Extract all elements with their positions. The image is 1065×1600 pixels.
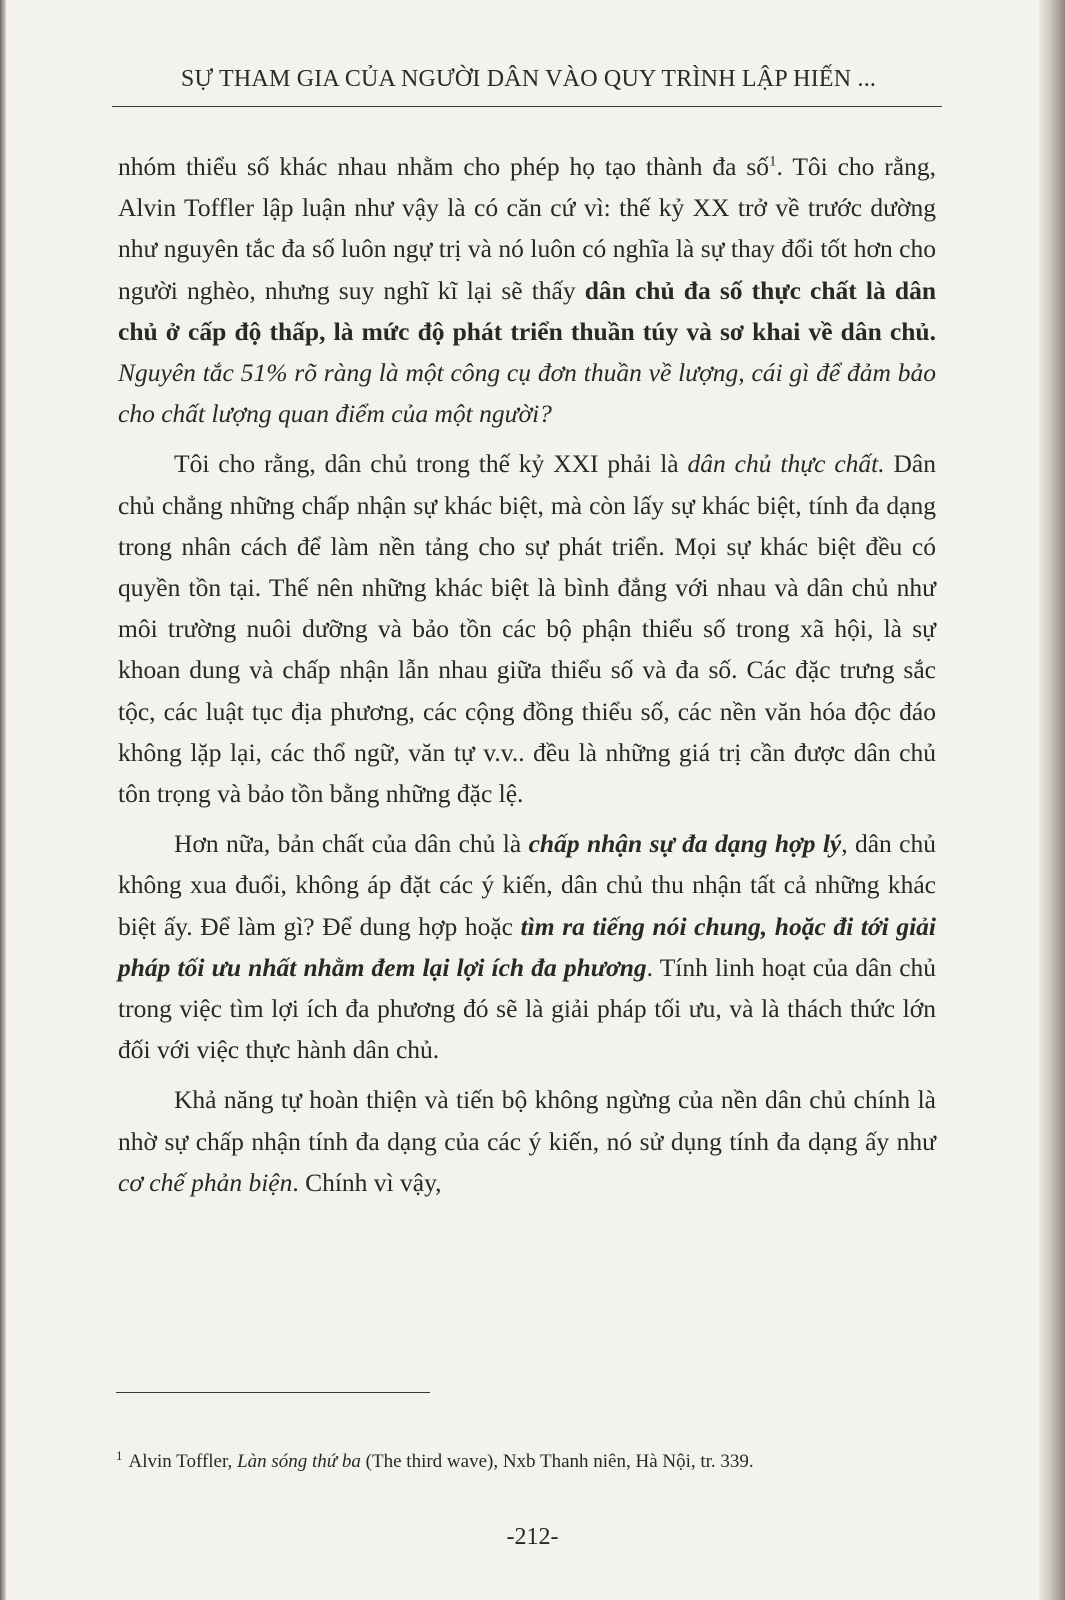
footnote	[116, 1447, 936, 1474]
italic-text: Nguyên tắc 51% rõ ràng là một công cụ đơn thuần về lượng, cái gì để đảm bảo cho chất lượng quan điểm của một người?	[118, 358, 936, 429]
footnote-details: (The third wave), Nxb Thanh niên, Hà Nội, tr. 339.	[365, 1451, 754, 1472]
footnote-marker: 1	[116, 1447, 123, 1463]
page-number: -212-	[506, 1524, 559, 1550]
text-run: Tôi cho rằng, dân chủ trong thế kỷ XXI phải là	[174, 449, 688, 479]
running-header: SỰ THAM GIA CỦA NGƯỜI DÂN VÀO QUY TRÌNH LẬP HIẾN ...	[180, 66, 877, 92]
bold-italic-text: chấp nhận sự đa dạng hợp lý	[528, 829, 842, 859]
text-run: Hơn nữa, bản chất của dân chủ là	[174, 829, 529, 859]
text-run: . Chính vì vậy,	[292, 1167, 442, 1197]
header-rule	[112, 106, 942, 107]
paragraph	[118, 823, 936, 1070]
bold-italic-text: tìm ra tiếng nói chung, hoặc đi tới giải pháp tối ưu nhất nhằm đem lại lợi ích đa phương	[118, 911, 936, 982]
footnote-book-title: Làn sóng thứ ba	[237, 1451, 361, 1472]
paragraph	[118, 443, 936, 814]
text-run: . Tôi cho rằng, Alvin Toffler lập luận như vậy là có căn cứ vì: thế kỷ XX trở về trước dường như nguyên tắc đa số luôn ngự trị và nó luôn có nghĩa là sự thay đổi tốt hơn cho người nghèo, nhưng suy nghĩ kĩ lại sẽ thấy	[118, 152, 936, 305]
footnote-author: Alvin Toffler,	[128, 1451, 233, 1472]
footnote-reference: 1	[769, 153, 777, 170]
footnote-separator	[116, 1392, 430, 1393]
bold-text: dân chủ đa số thực chất là dân chủ ở cấp độ thấp, là mức độ phát triển thuần túy và sơ khai về dân chủ.	[118, 275, 936, 346]
paragraph	[118, 1079, 936, 1203]
text-run: , dân chủ không xua đuổi, không áp đặt các ý kiến, dân chủ thu nhận tất cả những khác biệt ấy. Để làm gì? Để dung hợp hoặc	[118, 829, 936, 941]
scan-shadow-right	[1039, 0, 1065, 1600]
italic-text: cơ chế phản biện	[118, 1167, 293, 1197]
italic-text: dân chủ thực chất.	[687, 449, 885, 479]
scan-shadow-left	[0, 0, 6, 1600]
text-run: Khả năng tự hoàn thiện và tiến bộ không ngừng của nền dân chủ chính là nhờ sự chấp nhận tính đa dạng của các ý kiến, nó sử dụng tính đa dạng ấy như	[118, 1085, 936, 1156]
text-run: nhóm thiểu số khác nhau nhằm cho phép họ tạo thành đa số	[118, 152, 770, 181]
paragraph	[118, 146, 936, 434]
body-text	[118, 146, 936, 1203]
text-run: Dân chủ chẳng những chấp nhận sự khác biệt, mà còn lấy sự khác biệt, tính đa dạng trong nhân cách để làm nền tảng cho sự phát triển. Mọi sự khác biệt đều có quyền tồn tại. Thế nên những khác biệt là bình đẳng với nhau và dân chủ như môi trường nuôi dưỡng và bảo tồn các bộ phận thiểu số trong xã hội, là sự khoan dung và chấp nhận lẫn nhau giữa thiểu số và đa số. Các đặc trưng sắc tộc, các luật tục địa phương, các cộng đồng thiểu số, các nền văn hóa độc đáo không lặp lại, các thổ ngữ, văn tự v.v.. đều là những giá trị cần được dân chủ tôn trọng và bảo tồn bằng những đặc lệ.	[118, 449, 936, 809]
text-run: . Tính linh hoạt của dân chủ trong việc tìm lợi ích đa phương đó sẽ là giải pháp tối ưu, và là thách thức lớn đối với việc thực hành dân chủ.	[118, 952, 937, 1065]
